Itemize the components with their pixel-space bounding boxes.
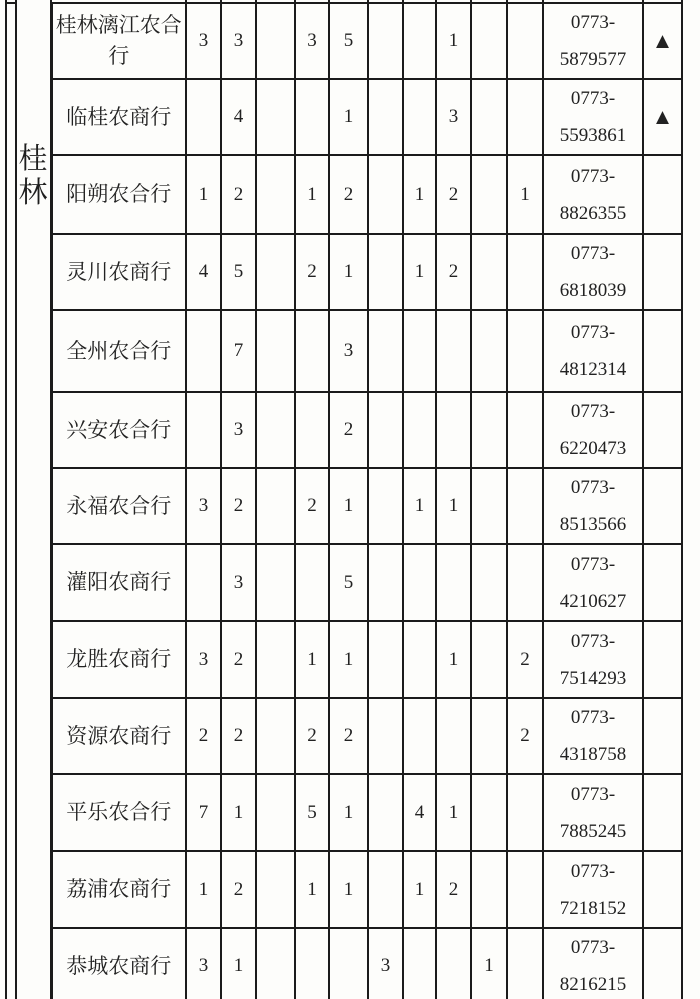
table-row bbox=[6, 310, 682, 392]
phone-line: 0773- bbox=[570, 88, 616, 109]
bank-contact-table bbox=[5, 0, 683, 999]
bank-name-cell: 阳朔农合行 bbox=[51, 155, 186, 234]
count-cell bbox=[436, 392, 471, 468]
count-cell: 3 bbox=[186, 3, 221, 79]
count-cell bbox=[256, 774, 295, 851]
count-cell: 1 bbox=[329, 851, 368, 928]
count-cell: 3 bbox=[221, 392, 256, 468]
count-cell bbox=[403, 392, 436, 468]
count-cell: 1 bbox=[436, 621, 471, 698]
bank-name-cell: 灌阳农商行 bbox=[51, 544, 186, 621]
count-cell: 3 bbox=[368, 928, 403, 999]
count-cell: 7 bbox=[221, 310, 256, 392]
count-cell: 3 bbox=[329, 310, 368, 392]
count-cell bbox=[507, 310, 543, 392]
bank-name-cell: 桂林漓江农合行 bbox=[51, 3, 186, 79]
count-cell bbox=[507, 774, 543, 851]
count-cell bbox=[471, 851, 507, 928]
phone-line: 0773- bbox=[570, 783, 616, 805]
count-cell bbox=[256, 234, 295, 310]
count-cell: 3 bbox=[221, 544, 256, 621]
count-cell bbox=[403, 79, 436, 155]
phone-line: 4812314 bbox=[559, 359, 627, 380]
phone-cell bbox=[543, 310, 643, 392]
region-label: 桂林 bbox=[18, 143, 48, 209]
count-cell: 3 bbox=[436, 79, 471, 155]
phone-line: 5879577 bbox=[559, 49, 627, 70]
count-cell: 2 bbox=[507, 698, 543, 774]
phone-line: 0773- bbox=[570, 243, 616, 264]
count-cell: 1 bbox=[403, 234, 436, 310]
flag-cell bbox=[643, 928, 682, 999]
bank-name-cell: 荔浦农商行 bbox=[51, 851, 186, 928]
count-cell: 1 bbox=[403, 155, 436, 234]
bank-name-cell: 龙胜农商行 bbox=[51, 621, 186, 698]
phone-line: 5593861 bbox=[559, 125, 627, 146]
phone-cell bbox=[543, 544, 643, 621]
count-cell: 2 bbox=[186, 698, 221, 774]
count-cell bbox=[368, 310, 403, 392]
phone-line: 0773- bbox=[570, 553, 616, 575]
count-cell bbox=[507, 392, 543, 468]
phone-cell bbox=[543, 698, 643, 774]
flag-cell bbox=[643, 155, 682, 234]
count-cell bbox=[368, 468, 403, 544]
count-cell: 2 bbox=[295, 234, 329, 310]
count-cell: 2 bbox=[295, 468, 329, 544]
count-cell bbox=[507, 928, 543, 999]
phone-line: 0773- bbox=[570, 322, 616, 343]
count-cell bbox=[295, 544, 329, 621]
count-cell: 7 bbox=[186, 774, 221, 851]
phone-line: 8513566 bbox=[559, 514, 627, 535]
phone-line: 4210627 bbox=[559, 590, 627, 612]
phone-line: 0773- bbox=[570, 630, 616, 652]
flag-cell bbox=[643, 79, 682, 155]
count-cell: 1 bbox=[329, 468, 368, 544]
table-row bbox=[6, 774, 682, 851]
count-cell: 2 bbox=[436, 234, 471, 310]
count-cell: 2 bbox=[329, 698, 368, 774]
count-cell bbox=[368, 79, 403, 155]
count-cell bbox=[471, 544, 507, 621]
count-cell bbox=[368, 544, 403, 621]
count-cell bbox=[403, 310, 436, 392]
count-cell bbox=[507, 468, 543, 544]
count-cell bbox=[471, 155, 507, 234]
bank-name-cell: 临桂农商行 bbox=[51, 79, 186, 155]
count-cell bbox=[436, 698, 471, 774]
count-cell bbox=[471, 79, 507, 155]
table-row bbox=[6, 698, 682, 774]
count-cell: 2 bbox=[221, 155, 256, 234]
count-cell: 5 bbox=[221, 234, 256, 310]
phone-cell bbox=[543, 621, 643, 698]
count-cell bbox=[186, 544, 221, 621]
count-cell bbox=[471, 698, 507, 774]
count-cell: 5 bbox=[295, 774, 329, 851]
flag-cell bbox=[643, 468, 682, 544]
count-cell: 1 bbox=[436, 468, 471, 544]
count-cell: 2 bbox=[507, 621, 543, 698]
count-cell bbox=[507, 234, 543, 310]
count-cell: 4 bbox=[403, 774, 436, 851]
phone-line: 6818039 bbox=[559, 280, 627, 301]
count-cell: 2 bbox=[221, 621, 256, 698]
count-cell bbox=[256, 155, 295, 234]
phone-line: 7514293 bbox=[559, 667, 627, 689]
count-cell bbox=[471, 774, 507, 851]
phone-cell bbox=[543, 3, 643, 79]
flag-cell bbox=[643, 544, 682, 621]
count-cell bbox=[186, 392, 221, 468]
count-cell: 1 bbox=[403, 851, 436, 928]
count-cell bbox=[368, 155, 403, 234]
count-cell bbox=[186, 79, 221, 155]
count-cell: 1 bbox=[436, 3, 471, 79]
phone-cell bbox=[543, 468, 643, 544]
phone-line: 8216215 bbox=[559, 974, 627, 995]
count-cell bbox=[368, 3, 403, 79]
table-row bbox=[6, 544, 682, 621]
phone-line: 4318758 bbox=[559, 744, 627, 765]
table-row bbox=[6, 79, 682, 155]
count-cell bbox=[471, 310, 507, 392]
count-cell bbox=[256, 698, 295, 774]
count-cell bbox=[436, 310, 471, 392]
count-cell: 3 bbox=[295, 3, 329, 79]
count-cell: 1 bbox=[221, 928, 256, 999]
count-cell: 2 bbox=[436, 851, 471, 928]
table-row bbox=[6, 3, 682, 79]
count-cell bbox=[295, 392, 329, 468]
count-cell bbox=[256, 79, 295, 155]
bank-name-cell: 兴安农合行 bbox=[51, 392, 186, 468]
count-cell bbox=[295, 79, 329, 155]
count-cell: 1 bbox=[295, 851, 329, 928]
phone-line: 8826355 bbox=[559, 202, 627, 224]
count-cell bbox=[256, 310, 295, 392]
flag-cell bbox=[643, 392, 682, 468]
phone-cell bbox=[543, 851, 643, 928]
phone-cell bbox=[543, 79, 643, 155]
count-cell bbox=[186, 310, 221, 392]
count-cell: 1 bbox=[471, 928, 507, 999]
table-row bbox=[6, 234, 682, 310]
phone-line: 0773- bbox=[570, 165, 616, 187]
flag-cell bbox=[643, 698, 682, 774]
count-cell: 1 bbox=[186, 851, 221, 928]
count-cell bbox=[368, 234, 403, 310]
count-cell: 3 bbox=[186, 468, 221, 544]
count-cell: 3 bbox=[186, 928, 221, 999]
bank-name-cell: 资源农商行 bbox=[51, 698, 186, 774]
count-cell: 1 bbox=[295, 155, 329, 234]
count-cell bbox=[256, 468, 295, 544]
count-cell bbox=[256, 851, 295, 928]
flag-cell bbox=[643, 621, 682, 698]
phone-cell bbox=[543, 928, 643, 999]
count-cell bbox=[368, 851, 403, 928]
count-cell bbox=[471, 234, 507, 310]
left-margin-cell bbox=[6, 3, 16, 999]
phone-line: 6220473 bbox=[559, 438, 627, 459]
count-cell bbox=[471, 468, 507, 544]
count-cell bbox=[368, 774, 403, 851]
count-cell: 5 bbox=[329, 544, 368, 621]
count-cell bbox=[295, 310, 329, 392]
table-row bbox=[6, 928, 682, 999]
count-cell: 2 bbox=[221, 698, 256, 774]
table-row bbox=[6, 851, 682, 928]
count-cell: 1 bbox=[329, 621, 368, 698]
count-cell bbox=[403, 698, 436, 774]
count-cell bbox=[329, 928, 368, 999]
flag-cell bbox=[643, 310, 682, 392]
count-cell: 3 bbox=[186, 621, 221, 698]
bank-name-cell: 恭城农商行 bbox=[51, 928, 186, 999]
phone-line: 0773- bbox=[570, 477, 616, 498]
flag-cell bbox=[643, 851, 682, 928]
count-cell: 1 bbox=[329, 234, 368, 310]
count-cell: 1 bbox=[329, 79, 368, 155]
count-cell bbox=[368, 698, 403, 774]
count-cell: 2 bbox=[295, 698, 329, 774]
phone-line: 0773- bbox=[570, 860, 616, 882]
count-cell bbox=[368, 621, 403, 698]
count-cell: 1 bbox=[507, 155, 543, 234]
count-cell bbox=[256, 392, 295, 468]
flag-cell bbox=[643, 3, 682, 79]
table-row bbox=[6, 155, 682, 234]
count-cell bbox=[403, 621, 436, 698]
count-cell: 1 bbox=[329, 774, 368, 851]
count-cell bbox=[403, 928, 436, 999]
phone-cell bbox=[543, 155, 643, 234]
count-cell bbox=[507, 544, 543, 621]
count-cell bbox=[256, 3, 295, 79]
count-cell bbox=[507, 79, 543, 155]
count-cell: 1 bbox=[403, 468, 436, 544]
count-cell: 1 bbox=[221, 774, 256, 851]
bank-name-cell: 永福农合行 bbox=[51, 468, 186, 544]
count-cell bbox=[507, 851, 543, 928]
count-cell: 2 bbox=[329, 155, 368, 234]
count-cell: 2 bbox=[221, 851, 256, 928]
count-cell bbox=[256, 544, 295, 621]
count-cell bbox=[368, 392, 403, 468]
phone-line: 0773- bbox=[570, 937, 616, 958]
count-cell bbox=[403, 3, 436, 79]
count-cell bbox=[436, 928, 471, 999]
phone-line: 0773- bbox=[570, 401, 616, 422]
count-cell: 3 bbox=[221, 3, 256, 79]
phone-line: 7885245 bbox=[559, 820, 627, 842]
count-cell bbox=[507, 3, 543, 79]
bank-name-cell: 灵川农商行 bbox=[51, 234, 186, 310]
count-cell: 1 bbox=[186, 155, 221, 234]
triangle-up-icon: ▲ bbox=[651, 28, 674, 53]
phone-line: 7218152 bbox=[559, 897, 627, 919]
count-cell bbox=[471, 3, 507, 79]
count-cell: 4 bbox=[186, 234, 221, 310]
count-cell: 2 bbox=[329, 392, 368, 468]
table-row bbox=[6, 468, 682, 544]
bank-name-cell: 平乐农合行 bbox=[51, 774, 186, 851]
count-cell bbox=[471, 621, 507, 698]
count-cell: 2 bbox=[221, 468, 256, 544]
count-cell bbox=[403, 544, 436, 621]
phone-line: 0773- bbox=[570, 707, 616, 728]
flag-cell bbox=[643, 234, 682, 310]
phone-cell bbox=[543, 774, 643, 851]
count-cell: 2 bbox=[436, 155, 471, 234]
triangle-up-icon: ▲ bbox=[651, 104, 674, 129]
table-row bbox=[6, 392, 682, 468]
count-cell bbox=[295, 928, 329, 999]
phone-cell bbox=[543, 234, 643, 310]
count-cell: 4 bbox=[221, 79, 256, 155]
count-cell bbox=[436, 544, 471, 621]
bank-name-cell: 全州农合行 bbox=[51, 310, 186, 392]
count-cell: 1 bbox=[295, 621, 329, 698]
phone-line: 0773- bbox=[570, 12, 616, 33]
table-row bbox=[6, 621, 682, 698]
count-cell bbox=[256, 621, 295, 698]
count-cell: 1 bbox=[436, 774, 471, 851]
flag-cell bbox=[643, 774, 682, 851]
count-cell bbox=[471, 392, 507, 468]
count-cell bbox=[256, 928, 295, 999]
phone-cell bbox=[543, 392, 643, 468]
count-cell: 5 bbox=[329, 3, 368, 79]
